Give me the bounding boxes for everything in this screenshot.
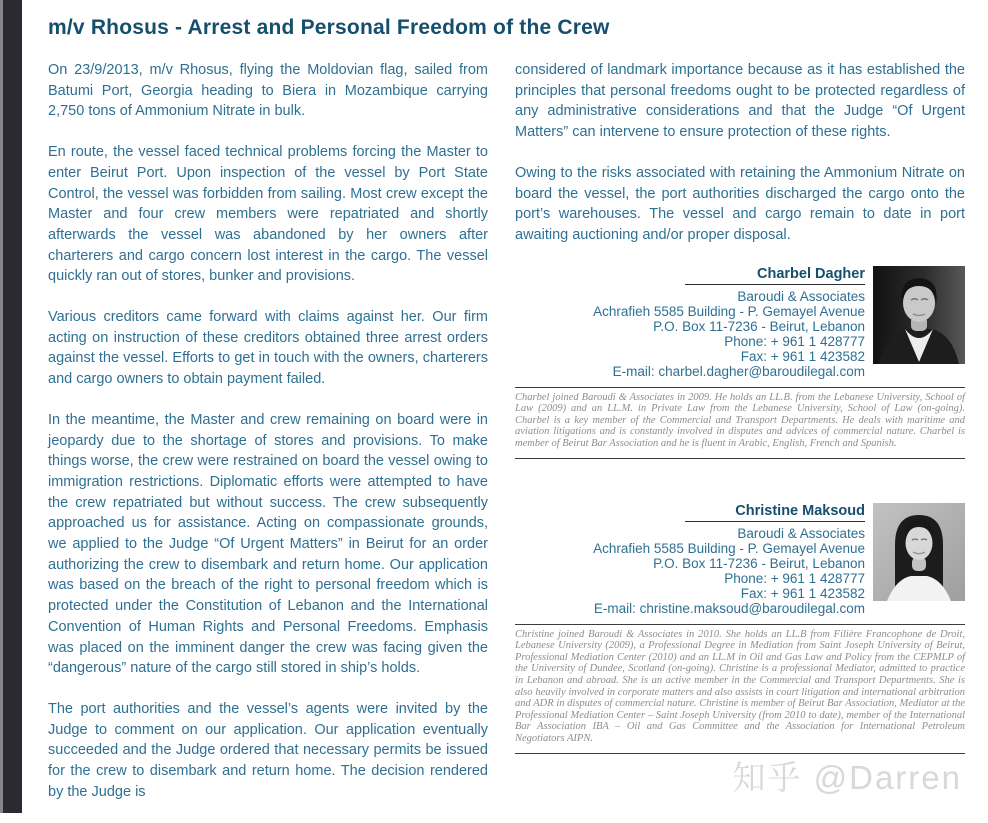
contact-address-line: P.O. Box 11-7236 - Beirut, Lebanon [653, 318, 865, 334]
page-title: m/v Rhosus - Arrest and Personal Freedom of the Crew [48, 16, 610, 39]
article-left-column [48, 60, 488, 823]
contact-card-charbel [515, 266, 965, 379]
page-content [48, 16, 965, 823]
contact-bio: Christine joined Baroudi & Associates in 2010. She holds an LL.B from Filière Francophone de Droit, Lebanese University (2009), a Professional Degree in Mediation from Saint Joseph University of Beirut, Professional Mediation Center (2010) and an LL.M in Oil and Gas Law and Policy from the CEPMLP of the University of Dundee, Scotland (on-going). Christine is a professional Mediator, admitted to practice in Lebanon and abroad. She is an active member in the Commercial and Transport Departments. She is also heavily involved in corporate matters and also assists in court litigation and international arbitration and ADR in disputes of commercial nature. Christine is member of Beirut Bar Association, Mediator at the Professional Mediation Center – Saint Joseph University (from 2010 to date), member of the International Bar Association IBA – Oil and Gas Committee and the Association for International Petroleum Negotiators AIPN. [515, 628, 965, 744]
side-accent-bar [0, 0, 22, 813]
contact-phone: Phone: + 961 1 428777 [724, 570, 865, 586]
body-paragraph: En route, the vessel faced technical problems forcing the Master to enter Beirut Port. Upon inspection of the vessel by Port State Control, the vessel was forbidden from sailing. Most crew except the Master and four crew members were repatriated and shortly afterwards the vessel was abandoned by her owners after charterers and cargo concern lost interest in the cargo. The vessel quickly ran out of stores, bunker and provisions. [48, 144, 488, 285]
contact-name-underline [685, 266, 865, 285]
contact-address-line: Achrafieh 5585 Building - P. Gemayel Avenue [593, 540, 865, 556]
body-paragraph: The port authorities and the vessel’s agents were invited by the Judge to comment on our application. Our application eventually succeeded and the Judge ordered that necessary permits be issued for the crew to disembark and return home. The decision rendered by the Judge is [48, 700, 488, 800]
contact-firm: Baroudi & Associates [737, 525, 865, 541]
article-right-column [515, 60, 965, 823]
contact-fax: Fax: + 961 1 423582 [740, 585, 865, 601]
contact-firm: Baroudi & Associates [737, 288, 865, 304]
body-paragraph: On 23/9/2013, m/v Rhosus, flying the Moldovian flag, sailed from Batumi Port, Georgia heading to Biera in Mozambique carrying 2,750 tons of Ammonium Nitrate in bulk. [48, 62, 488, 120]
contact-phone: Phone: + 961 1 428777 [724, 333, 865, 349]
contact-fax: Fax: + 961 1 423582 [740, 348, 865, 364]
separator-rule [515, 753, 965, 754]
body-paragraph: In the meantime, the Master and crew remaining on board were in jeopardy due to the shortage of stores and provisions. To make things worse, the crew were restrained on board the vessel owing to immigration restrictions. Diplomatic efforts were attempted to have the crew repatriated but without success. The crew subsequently approached us for assistance. Acting on compassionate grounds, we applied to the Judge “Of Urgent Matters” in Beirut for an order authorizing the crew to disembark and return home. Our application was based on the breach of the right to personal freedom which is protected under the Constitution of Lebanon and the International Convention of Human Rights and Personal Freedoms. Emphasis was placed on the imminent danger the crew was facing given the “dangerous” nature of the cargo still stored in ship’s holds. [48, 411, 488, 677]
body-paragraph: Owing to the risks associated with retaining the Ammonium Nitrate on board the vessel, the port authorities discharged the cargo onto the port’s warehouses. The vessel and cargo remain to date in port awaiting auctioning and/or proper disposal. [515, 164, 965, 243]
zhihu-watermark: 知乎 @Darren [732, 759, 962, 796]
contact-address-line: P.O. Box 11-7236 - Beirut, Lebanon [653, 555, 865, 571]
contact-bio: Charbel joined Baroudi & Associates in 2009. He holds an LL.B. from the Lebanese University, School of Law (2009) and an LL.M. in Private Law from the Lebanese University, School of Law (on-going). Charbel is a key member of the Commercial and Transport Departments. He deals with maritime and aviation litigations and is constantly involved in disputes and advices of commercial nature. Charbel is member of Beirut Bar Association and he is fluent in Arabic, English, French and Spanish. [515, 391, 965, 449]
contact-info [515, 503, 873, 616]
contact-address-line: Achrafieh 5585 Building - P. Gemayel Avenue [593, 303, 865, 319]
contact-info [515, 266, 873, 379]
contact-name-underline [685, 503, 865, 522]
body-paragraph: Various creditors came forward with claims against her. Our firm acting on instruction of these creditors obtained three arrest orders against the vessel. Efforts to get in touch with the owners, charterers and cargo owners to obtain payment failed. [48, 309, 488, 388]
contact-card-christine [515, 503, 965, 616]
charbel-dagher-photo [873, 266, 965, 364]
contact-name: Christine Maksoud [735, 502, 865, 519]
contact-name: Charbel Dagher [757, 265, 865, 282]
christine-maksoud-photo [873, 503, 965, 601]
card-spacer [515, 459, 965, 489]
separator-rule [515, 624, 965, 625]
two-column-layout [48, 60, 965, 823]
contact-email: E-mail: christine.maksoud@baroudilegal.com [593, 600, 865, 616]
contact-email: E-mail: charbel.dagher@baroudilegal.com [612, 363, 865, 379]
body-paragraph: considered of landmark importance because as it has established the principles that personal freedoms ought to be protected regardless of any administrative considerations and that the Judge “Of Urgent Matters” can intervene to ensure protection of these rights. [515, 62, 965, 141]
separator-rule [515, 387, 965, 388]
